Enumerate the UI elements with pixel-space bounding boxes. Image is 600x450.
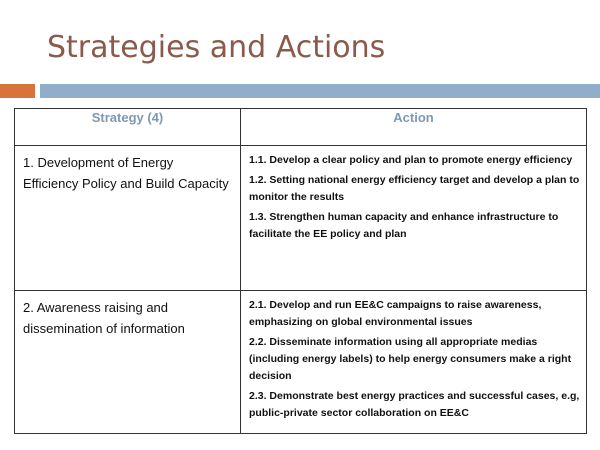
action-item: 1.1. Develop a clear policy and plan to promote energy efficiency [249,154,573,166]
strategies-table [14,108,587,434]
action-item: 2.2. Disseminate information using all appropriate medias (including energy labels) to help energy consumers make a right decision [249,336,572,382]
action-item: 1.2. Setting national energy efficiency target and develop a plan to monitor the results [249,174,580,203]
strategy-cell: 1. Development of Energy Efficiency Policy and Build Capacity [15,146,241,291]
action-item: 2.3. Demonstrate best energy practices and successful cases, e.g, public-private sector collaboration on EE&C [249,390,580,419]
slide-title: Strategies and Actions [47,30,386,65]
table-row [15,146,587,291]
actions-cell [241,291,587,434]
action-item: 1.3. Strengthen human capacity and enhance infrastructure to facilitate the EE policy and plan [249,211,559,240]
strategy-cell: 2. Awareness raising and dissemination of information [15,291,241,434]
action-item: 2.1. Develop and run EE&C campaigns to raise awareness, emphasizing on global environmental issues [249,299,542,328]
column-header-strategy: Strategy (4) [15,109,241,146]
accent-bar-orange [0,84,35,98]
table-header-row [15,109,587,146]
table-row [15,291,587,434]
actions-cell [241,146,587,291]
column-header-action: Action [241,109,587,146]
accent-bar-blue [40,84,600,98]
